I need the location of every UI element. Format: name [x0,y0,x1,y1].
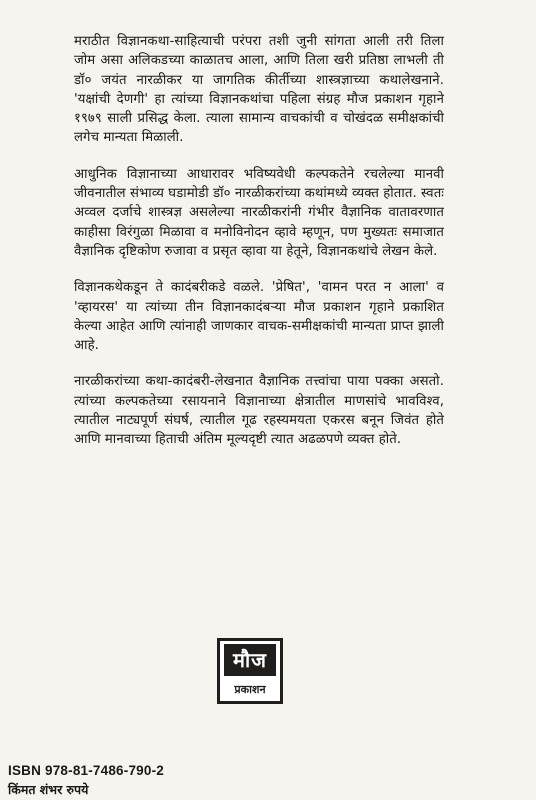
blurb-paragraph-2: आधुनिक विज्ञानाच्या आधारावर भविष्यवेधी कल्पकतेने रचलेल्या मानवी जीवनातील संभाव्य घडामोडी डॉ० नारळीकरांच्या कथांमध्ये व्यक्त होतात. स्वतः अव्वल दर्जाचे शास्त्रज्ञ असलेल्या नारळीकरांनी गंभीर वैज्ञानिक वातावरणात काहीसा विरंगुळा मिळावा व मनोविनोदन व्हावे म्हणून, पण मुख्यतः समाजात वैज्ञानिक दृष्टिकोण रुजावा व प्रसृत व्हावा या हेतूने, विज्ञानकथांचे लेखन केले. [74,166,444,259]
blurb-paragraph-1: मराठीत विज्ञानकथा-साहित्याची परंपरा तशी जुनी सांगता आली तरी तिला जोम असा अलिकडच्या काळातच आला, आणि तिला खरी प्रतिष्ठा लाभली ती डॉ० जयंत नारळीकर या जागतिक कीर्तीच्या शास्त्रज्ञाच्या कथालेखनाने. 'यक्षांची देणगी' हा त्यांच्या विज्ञानकथांचा पहिला संग्रह मौज प्रकाशन गृहाने १९७९ साली प्रसिद्ध केला. त्याला सामान्य वाचकांची व चोखंदळ समीक्षकांची लगेच मान्यता मिळाली. [74,34,444,146]
publisher-logo-label: प्रकाशन [234,683,266,696]
publisher-logo [217,638,283,704]
price-text: किंमत शंभर रुपये [8,782,89,797]
isbn-text: ISBN 978-81-7486-790-2 [8,763,164,778]
publisher-logo-mark: मौज [224,644,276,676]
blurb-text-block [74,32,444,467]
blurb-paragraph-3: विज्ञानकथेकडून ते कादंबरीकडे वळले. 'प्रेषित', 'वामन परत न आला' व 'व्हायरस' या त्यांच्या तीन विज्ञानकादंबऱ्या मौज प्रकाशन गृहाने प्रकाशित केल्या आहेत आणि त्यांनाही जाणकार वाचक-समीक्षकांची मान्यता प्राप्त झाली आहे. [74,280,444,354]
blurb-paragraph-4: नारळीकरांच्या कथा-कादंबरी-लेखनात वैज्ञानिक तत्त्वांचा पाया पक्का असतो. त्यांच्या कल्पकतेच्या रसायनाने विज्ञानाच्या क्षेत्रातील माणसांचे भावविश्व, त्यातील नाट्यपूर्ण संघर्ष, त्यातील गूढ रहस्यमयता एकरस बनून जिवंत होते आणि मानवाच्या हिताची अंतिम मूल्यदृष्टी त्यात अढळपणे व्यक्त होते. [74,374,444,448]
